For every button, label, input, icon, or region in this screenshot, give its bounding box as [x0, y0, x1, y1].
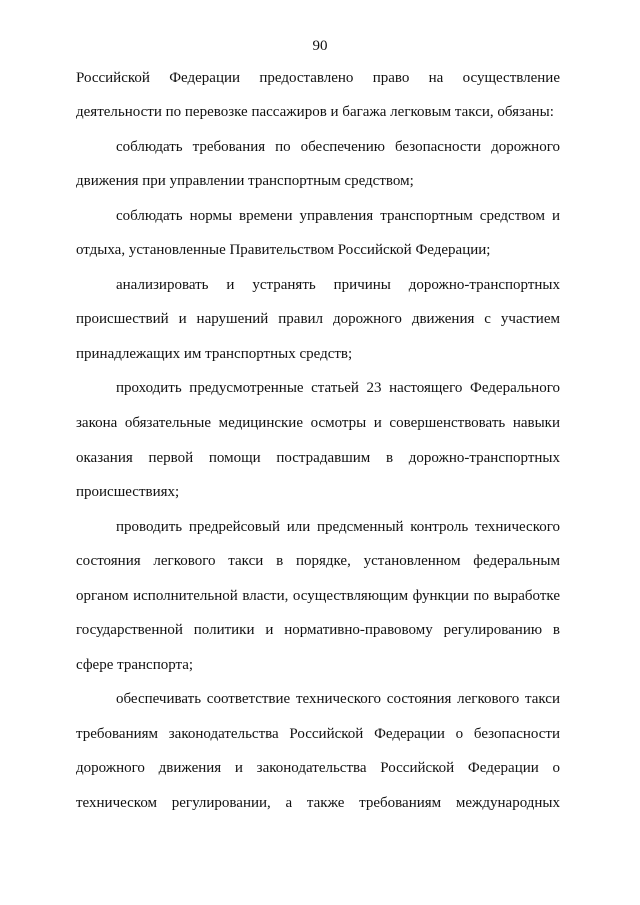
text-line: соблюдать требования по обеспечению безопасности дорожного — [116, 139, 560, 155]
text-line: оказания первой помощи пострадавшим в дорожно-транспортных — [76, 450, 560, 466]
text-line: проходить предусмотренные статьей 23 настоящего Федерального — [116, 380, 560, 396]
text-line: закона обязательные медицинские осмотры и совершенствовать навыки — [76, 415, 560, 431]
text-line: деятельности по перевозке пассажиров и багажа легковым такси, обязаны: — [76, 104, 554, 120]
text-line: отдыха, установленные Правительством Российской Федерации; — [76, 242, 491, 258]
text-line: принадлежащих им транспортных средств; — [76, 346, 353, 362]
text-line: проводить предрейсовый или предсменный контроль технического — [116, 519, 560, 535]
text-line: органом исполнительной власти, осуществляющим функции по выработке — [76, 588, 560, 604]
text-line: происшествий и нарушений правил дорожного движения с участием — [76, 311, 560, 327]
text-line: происшествиях; — [76, 484, 180, 500]
text-line: состояния легкового такси в порядке, установленном федеральным — [76, 553, 560, 569]
page-number: 90 — [312, 38, 328, 54]
text-line: обеспечивать соответствие технического состояния легкового такси — [116, 691, 560, 707]
text-line: требованиям законодательства Российской Федерации о безопасности — [76, 726, 560, 742]
text-line: дорожного движения и законодательства Российской Федерации о — [76, 760, 560, 776]
text-line: сфере транспорта; — [76, 657, 194, 673]
text-line: движения при управлении транспортным средством; — [76, 173, 414, 189]
text-line: соблюдать нормы времени управления транспортным средством и — [116, 208, 560, 224]
text-line: техническом регулировании, а также требованиям международных — [76, 795, 560, 811]
text-line: анализировать и устранять причины дорожно-транспортных — [116, 277, 560, 293]
text-line: Российской Федерации предоставлено право на осуществление — [76, 70, 560, 86]
text-line: государственной политики и нормативно-правовому регулированию в — [76, 622, 560, 638]
